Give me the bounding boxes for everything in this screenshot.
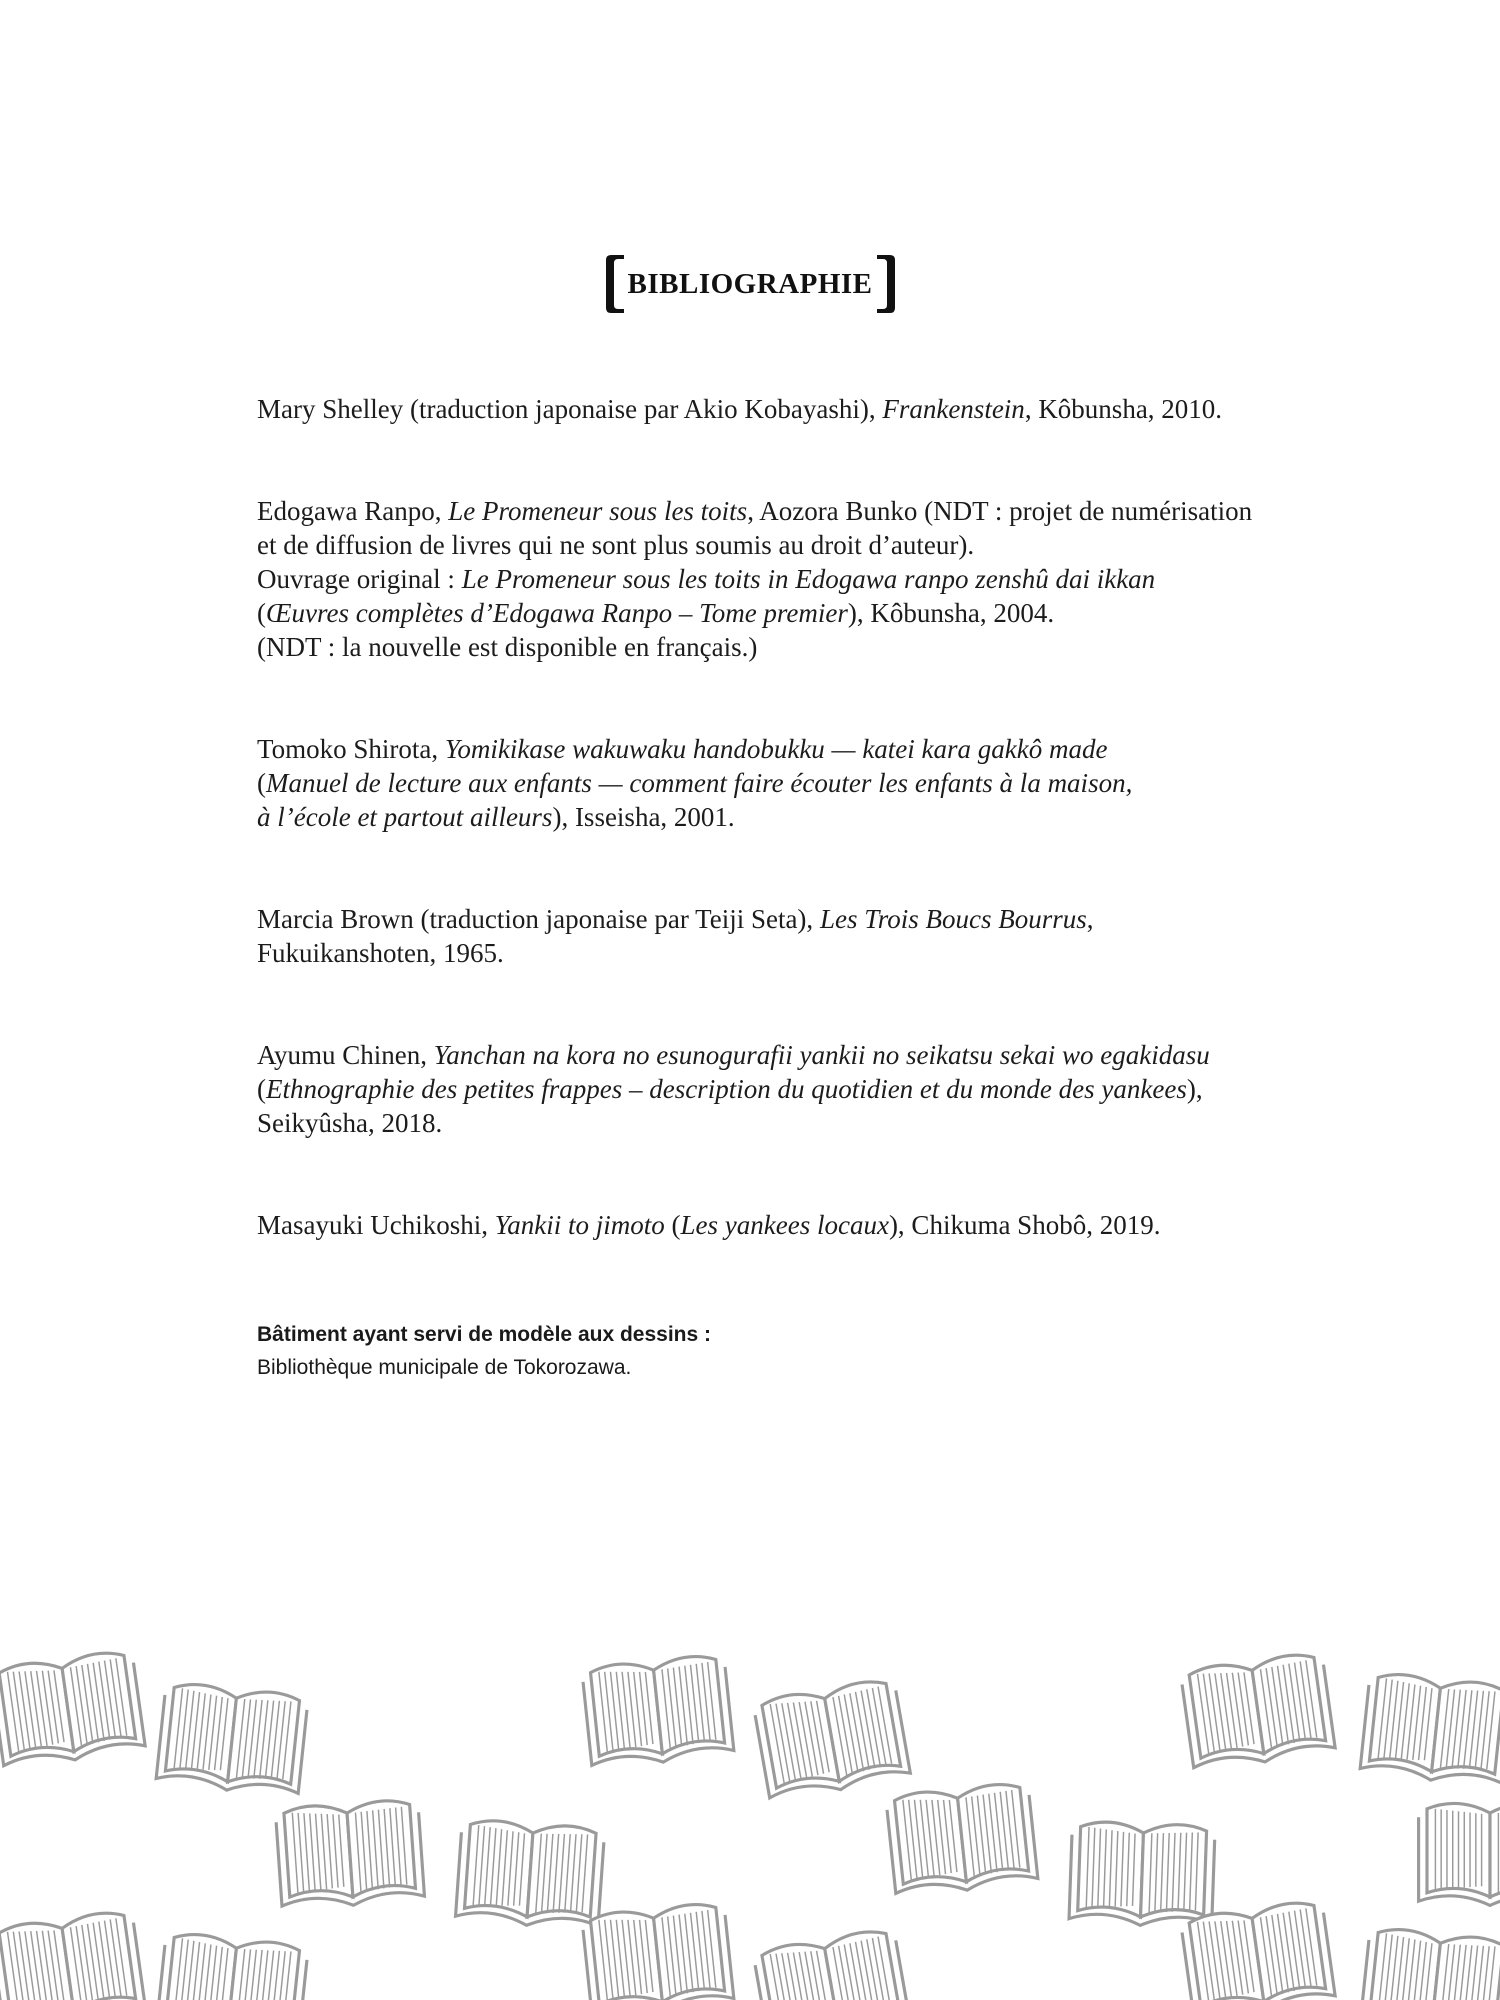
- entry-line: [257, 800, 1397, 834]
- entry-text: Tomoko Shirota,: [257, 734, 445, 764]
- open-book-icon: [156, 1931, 309, 2000]
- open-book-icon: [1069, 1821, 1215, 1928]
- entry-line: [257, 1038, 1397, 1072]
- entry-text: ), Chikuma Shobô, 2019.: [888, 1210, 1161, 1240]
- open-book-icon: [0, 1649, 146, 1770]
- entry-text: Ayumu Chinen,: [257, 1040, 434, 1070]
- open-book-icon: [1180, 1651, 1336, 1772]
- right-bracket-icon: [877, 255, 897, 313]
- entry-line: [257, 494, 1397, 528]
- entry-text: ), Isseisha, 2001.: [552, 802, 735, 832]
- entry-line: [257, 936, 1397, 970]
- entry-text: (: [257, 1074, 266, 1104]
- building-note-label: Bâtiment ayant servi de modèle aux dessins :: [257, 1323, 712, 1346]
- open-book-icon: [1360, 1926, 1500, 2000]
- bibliography-list: [257, 392, 1397, 1242]
- entry-line: [257, 1208, 1397, 1242]
- entry-title-text: à l’école et partout ailleurs: [257, 802, 553, 832]
- open-book-icon: [1360, 1671, 1500, 1787]
- open-book-icon: [275, 1799, 425, 1911]
- entry-title-text: Manuel de lecture aux enfants — comment faire écouter les enfants à la maison,: [266, 768, 1133, 798]
- entry-text: , Kôbunsha, 2010.: [1024, 394, 1223, 424]
- open-book-icon: [753, 1927, 911, 2000]
- open-book-icon: [1419, 1803, 1500, 1905]
- open-book-icon: [582, 1653, 735, 1769]
- bibliography-entry: [257, 494, 1397, 664]
- bibliography-entry: [257, 902, 1397, 970]
- open-book-icon: [886, 1781, 1039, 1897]
- entry-text: ), Kôbunsha, 2004.: [847, 598, 1055, 628]
- entry-title-text: Le Promeneur sous les toits: [448, 496, 748, 526]
- entry-text: (: [664, 1210, 681, 1240]
- entry-text: Ouvrage original :: [257, 564, 462, 594]
- entry-title-text: Yanchan na kora no esunogurafii yankii no seikatsu sekai wo egakidasu: [433, 1040, 1210, 1070]
- entry-line: [257, 766, 1397, 800]
- entry-spacer: [257, 664, 1397, 732]
- bibliography-entry: [257, 392, 1397, 426]
- open-book-icon: [753, 1677, 911, 1802]
- entry-line: [257, 528, 1397, 562]
- entry-text: ),: [1186, 1074, 1203, 1104]
- entry-text: ,: [1086, 904, 1094, 934]
- entry-line: [257, 392, 1397, 426]
- left-bracket-icon: [604, 255, 624, 313]
- entry-text: Masayuki Uchikoshi,: [257, 1210, 495, 1240]
- entry-line: [257, 1072, 1397, 1106]
- page-title: [0, 255, 1500, 317]
- entry-line: [257, 562, 1397, 596]
- entry-line: [257, 1106, 1397, 1140]
- entry-text: , Aozora Bunko (NDT : projet de numérisation: [747, 496, 1253, 526]
- entry-spacer: [257, 426, 1397, 494]
- bibliography-entry: [257, 1038, 1397, 1140]
- open-book-icon: [582, 1901, 735, 2000]
- entry-title-text: Les Trois Boucs Bourrus: [819, 904, 1087, 934]
- entry-spacer: [257, 834, 1397, 902]
- entry-title-text: Ethnographie des petites frappes – description du quotidien et du monde des yankees: [266, 1074, 1187, 1104]
- entry-text: (: [257, 768, 266, 798]
- entry-title-text: Frankenstein: [882, 394, 1025, 424]
- building-note-value: Bibliothèque municipale de Tokorozawa.: [257, 1356, 632, 1379]
- entry-title-text: Yomikikase wakuwaku handobukku — katei kara gakkô made: [444, 734, 1108, 764]
- entry-text: Marcia Brown (traduction japonaise par Teiji Seta),: [257, 904, 820, 934]
- entry-text: Mary Shelley (traduction japonaise par Akio Kobayashi),: [257, 394, 883, 424]
- open-book-icon: [455, 1819, 605, 1931]
- entry-spacer: [257, 1140, 1397, 1208]
- entry-line: [257, 732, 1397, 766]
- open-book-icon: [156, 1681, 309, 1797]
- bibliography-entry: [257, 1208, 1397, 1242]
- entry-spacer: [257, 970, 1397, 1038]
- entry-text: (NDT : la nouvelle est disponible en français.): [257, 632, 758, 662]
- entry-line: [257, 630, 1397, 664]
- entry-text: Seikyûsha, 2018.: [257, 1108, 443, 1138]
- entry-text: Edogawa Ranpo,: [257, 496, 449, 526]
- building-note: [257, 1318, 1157, 1384]
- book-pattern: [0, 1640, 1500, 2000]
- entry-line: [257, 596, 1397, 630]
- entry-text: et de diffusion de livres qui ne sont plus soumis au droit d’auteur).: [257, 530, 975, 560]
- entry-text: Fukuikanshoten, 1965.: [257, 938, 504, 968]
- entry-title-text: Œuvres complètes d’Edogawa Ranpo – Tome premier: [266, 598, 848, 628]
- entry-line: [257, 902, 1397, 936]
- bibliography-entry: [257, 732, 1397, 834]
- entry-title-text: Yankii to jimoto: [494, 1210, 665, 1240]
- entry-title-text: Les yankees locaux: [680, 1210, 889, 1240]
- page-title-text: BIBLIOGRAPHIE: [627, 267, 873, 300]
- entry-title-text: Le Promeneur sous les toits in Edogawa ranpo zenshû dai ikkan: [461, 564, 1156, 594]
- entry-text: (: [257, 598, 266, 628]
- open-book-icon: [0, 1909, 146, 2000]
